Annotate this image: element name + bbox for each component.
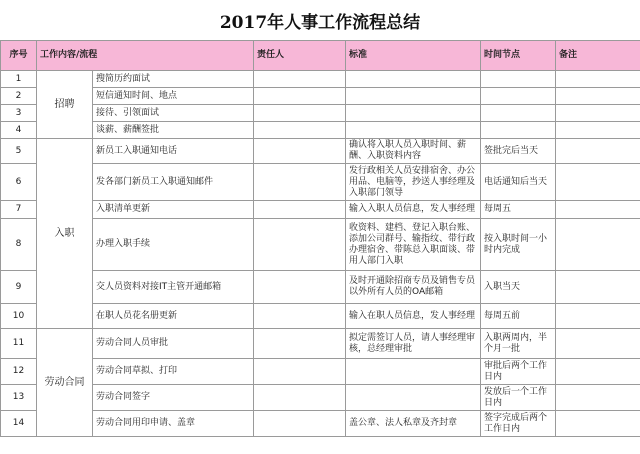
cell-remark[interactable] (556, 71, 640, 88)
cell-owner[interactable] (254, 304, 346, 329)
cell-standard[interactable] (346, 105, 481, 122)
cell-standard[interactable] (346, 71, 481, 88)
cell-owner[interactable] (254, 329, 346, 359)
cell-owner[interactable] (254, 359, 346, 385)
cell-standard[interactable]: 拟定需签订人员，请人事经理审核，总经理审批 (346, 329, 481, 359)
cell-task[interactable]: 办理入职手续 (93, 219, 254, 271)
cell-owner[interactable] (254, 201, 346, 219)
cell-no[interactable]: 5 (1, 139, 37, 164)
cell-timing[interactable]: 每周五 (481, 201, 556, 219)
cell-task[interactable]: 发各部门新员工入职通知邮件 (93, 164, 254, 201)
cell-owner[interactable] (254, 88, 346, 105)
cell-remark[interactable] (556, 359, 640, 385)
cell-standard[interactable]: 盖公章、法人私章及齐封章 (346, 411, 481, 437)
cell-standard[interactable] (346, 359, 481, 385)
category-onboard[interactable]: 入职 (37, 139, 93, 329)
table-row (1, 201, 640, 219)
cell-timing[interactable]: 入职当天 (481, 271, 556, 304)
header-no[interactable]: 序号 (1, 41, 37, 71)
table-row (1, 219, 640, 271)
cell-task[interactable]: 谈薪、薪酬签批 (93, 122, 254, 139)
cell-task[interactable]: 交人员资料对接IT主管开通邮箱 (93, 271, 254, 304)
table-row (1, 385, 640, 411)
cell-timing[interactable] (481, 88, 556, 105)
header-standard[interactable]: 标准 (346, 41, 481, 71)
cell-task[interactable]: 劳动合同用印申请、盖章 (93, 411, 254, 437)
cell-timing[interactable] (481, 71, 556, 88)
cell-timing[interactable]: 按入职时间一小时内完成 (481, 219, 556, 271)
cell-remark[interactable] (556, 219, 640, 271)
cell-task[interactable]: 搜简历约面试 (93, 71, 254, 88)
header-row (1, 41, 640, 71)
cell-no[interactable]: 10 (1, 304, 37, 329)
cell-no[interactable]: 9 (1, 271, 37, 304)
cell-remark[interactable] (556, 304, 640, 329)
cell-timing[interactable]: 每周五前 (481, 304, 556, 329)
cell-task[interactable]: 劳动合同人员审批 (93, 329, 254, 359)
table-row (1, 139, 640, 164)
category-contract[interactable]: 劳动合同 (37, 329, 93, 437)
cell-no[interactable]: 2 (1, 88, 37, 105)
cell-owner[interactable] (254, 71, 346, 88)
cell-no[interactable]: 14 (1, 411, 37, 437)
cell-no[interactable]: 1 (1, 71, 37, 88)
cell-standard[interactable] (346, 88, 481, 105)
cell-standard[interactable]: 收资料、建档、登记入职台账、添加公司群号、输指纹、带行政办理宿舍、带陈总入职面谈、带用人部门入职 (346, 219, 481, 271)
cell-remark[interactable] (556, 271, 640, 304)
cell-timing[interactable]: 入职两周内，半个月一批 (481, 329, 556, 359)
cell-no[interactable]: 6 (1, 164, 37, 201)
cell-remark[interactable] (556, 329, 640, 359)
cell-owner[interactable] (254, 271, 346, 304)
table-row (1, 105, 640, 122)
table-row (1, 88, 640, 105)
cell-owner[interactable] (254, 219, 346, 271)
cell-task[interactable]: 新员工入职通知电话 (93, 139, 254, 164)
cell-task[interactable]: 劳动合同签字 (93, 385, 254, 411)
table-row (1, 164, 640, 201)
cell-remark[interactable] (556, 139, 640, 164)
cell-standard[interactable]: 发行政相关人员安排宿舍、办公用品、电脑等，抄送人事经理及入职部门领导 (346, 164, 481, 201)
header-content[interactable]: 工作内容/流程 (37, 41, 254, 71)
cell-timing[interactable]: 电话通知后当天 (481, 164, 556, 201)
cell-timing[interactable]: 签字完成后两个工作日内 (481, 411, 556, 437)
header-owner[interactable]: 责任人 (254, 41, 346, 71)
header-timing[interactable]: 时间节点 (481, 41, 556, 71)
cell-remark[interactable] (556, 105, 640, 122)
cell-standard[interactable]: 输入入职人员信息，发人事经理 (346, 201, 481, 219)
cell-owner[interactable] (254, 139, 346, 164)
sheet-title: 2017年人事工作流程总结 (0, 0, 640, 41)
table-row (1, 122, 640, 139)
cell-no[interactable]: 3 (1, 105, 37, 122)
cell-task[interactable]: 在职人员花名册更新 (93, 304, 254, 329)
cell-remark[interactable] (556, 164, 640, 201)
cell-no[interactable]: 11 (1, 329, 37, 359)
cell-owner[interactable] (254, 164, 346, 201)
cell-remark[interactable] (556, 201, 640, 219)
cell-timing[interactable]: 发放后一个工作日内 (481, 385, 556, 411)
cell-task[interactable]: 入职清单更新 (93, 201, 254, 219)
cell-no[interactable]: 4 (1, 122, 37, 139)
cell-no[interactable]: 7 (1, 201, 37, 219)
cell-timing[interactable] (481, 122, 556, 139)
cell-no[interactable]: 12 (1, 359, 37, 385)
cell-no[interactable]: 8 (1, 219, 37, 271)
cell-remark[interactable] (556, 88, 640, 105)
cell-task[interactable]: 接待、引领面试 (93, 105, 254, 122)
table-row (1, 359, 640, 385)
cell-standard[interactable]: 输入在职人员信息，发人事经理 (346, 304, 481, 329)
cell-owner[interactable] (254, 122, 346, 139)
cell-owner[interactable] (254, 411, 346, 437)
cell-standard[interactable]: 确认将入职人员入职时间、薪酬、入职资料内容 (346, 139, 481, 164)
cell-remark[interactable] (556, 411, 640, 437)
table-row (1, 304, 640, 329)
cell-timing[interactable]: 签批完后当天 (481, 139, 556, 164)
category-recruit[interactable]: 招聘 (37, 71, 93, 139)
cell-task[interactable]: 短信通知时间、地点 (93, 88, 254, 105)
cell-owner[interactable] (254, 105, 346, 122)
cell-task[interactable]: 劳动合同草拟、打印 (93, 359, 254, 385)
table-row (1, 329, 640, 359)
table-row (1, 411, 640, 437)
cell-remark[interactable] (556, 122, 640, 139)
process-table (0, 40, 640, 437)
cell-timing[interactable]: 审批后两个工作日内 (481, 359, 556, 385)
table-row (1, 71, 640, 88)
cell-standard[interactable] (346, 122, 481, 139)
cell-standard[interactable] (346, 385, 481, 411)
cell-owner[interactable] (254, 385, 346, 411)
cell-timing[interactable] (481, 105, 556, 122)
header-remark[interactable]: 备注 (556, 41, 640, 71)
cell-no[interactable]: 13 (1, 385, 37, 411)
cell-remark[interactable] (556, 385, 640, 411)
table-row (1, 271, 640, 304)
cell-standard[interactable]: 及时开通除招商专员及销售专员以外所有人员的OA邮箱 (346, 271, 481, 304)
